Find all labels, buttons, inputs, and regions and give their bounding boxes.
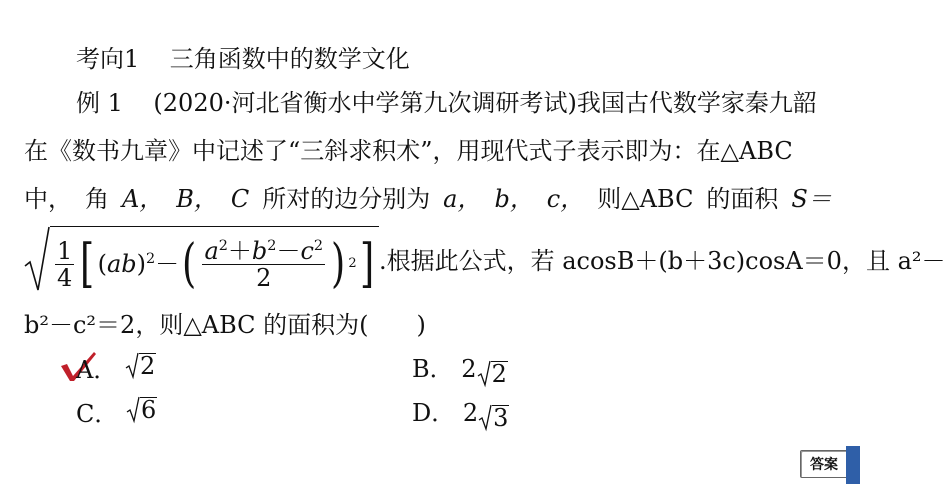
example-label: 例 1 bbox=[76, 89, 123, 117]
line3-word: a， bbox=[443, 185, 482, 213]
option-letter: D． bbox=[412, 399, 456, 427]
example-line-3 bbox=[24, 182, 832, 216]
option-letter: C． bbox=[76, 400, 119, 428]
option-value: 6 bbox=[126, 396, 157, 422]
line3-word: 所对的边分别为 bbox=[262, 185, 431, 213]
radical-sign-icon bbox=[126, 396, 140, 422]
line3-word: c， bbox=[546, 185, 585, 213]
fraction-one-quarter: $\frac{1}{4}$ bbox=[57, 236, 73, 292]
line3-word: C bbox=[230, 185, 250, 213]
example-intro-text: 我国古代数学家秦九韶 bbox=[576, 89, 817, 117]
example-source: (2020·河北省衡水中学第九次调研考试) bbox=[153, 89, 577, 117]
option-value: 2 2 bbox=[461, 355, 507, 388]
option-d[interactable] bbox=[412, 396, 509, 430]
accent-bar bbox=[846, 446, 860, 484]
line3-word: 则△ABC bbox=[597, 185, 694, 213]
option-letter: A． bbox=[76, 356, 118, 384]
radical-sign-icon bbox=[477, 360, 491, 386]
option-c[interactable] bbox=[76, 396, 157, 431]
section-heading bbox=[76, 42, 832, 76]
square-bracket-expression: [ (ab)$^2$－ ( $\frac{a^2+b^2-c^2}{2}$ ) 2 ] bbox=[80, 234, 374, 294]
section-label: 考向1 bbox=[76, 45, 140, 73]
area-formula bbox=[24, 226, 379, 299]
line3-word: S＝ bbox=[791, 185, 832, 213]
area-formula-line bbox=[24, 226, 946, 296]
line3-word: A， bbox=[121, 185, 164, 213]
option-b[interactable] bbox=[412, 352, 508, 386]
line3-word: b， bbox=[494, 185, 534, 213]
radical-sign-icon bbox=[125, 352, 139, 378]
option-a[interactable] bbox=[76, 352, 156, 387]
answer-button[interactable]: 答案 bbox=[800, 450, 848, 478]
line3-word: B， bbox=[176, 185, 218, 213]
example-intro-line bbox=[76, 86, 832, 120]
section-title: 三角函数中的数学文化 bbox=[169, 45, 410, 73]
fraction-a2-b2-c2-over-2: $\frac{a^2+b^2-c^2}{2}$ bbox=[204, 236, 324, 292]
radicand bbox=[50, 226, 379, 299]
option-letter: B． bbox=[412, 355, 454, 383]
line3-word: 中， bbox=[24, 185, 72, 213]
radical-sign-icon bbox=[24, 226, 50, 292]
line3-word: 的面积 bbox=[706, 185, 779, 213]
line3-word: 角 bbox=[84, 185, 109, 213]
example-line-5: b²－c²＝2，则△ABC 的面积为( ) bbox=[24, 311, 426, 339]
option-value: 2 bbox=[125, 352, 156, 378]
formula-continuation: .根据此公式，若 acosB＋(b＋3c)cosA＝0，且 a²－ bbox=[378, 247, 946, 275]
radical-sign-icon bbox=[478, 404, 492, 430]
example-line-2: 在《数书九章》中记述了“三斜求积术”，用现代式子表示即为：在△ABC bbox=[24, 137, 793, 165]
option-value: 2 3 bbox=[462, 399, 509, 432]
